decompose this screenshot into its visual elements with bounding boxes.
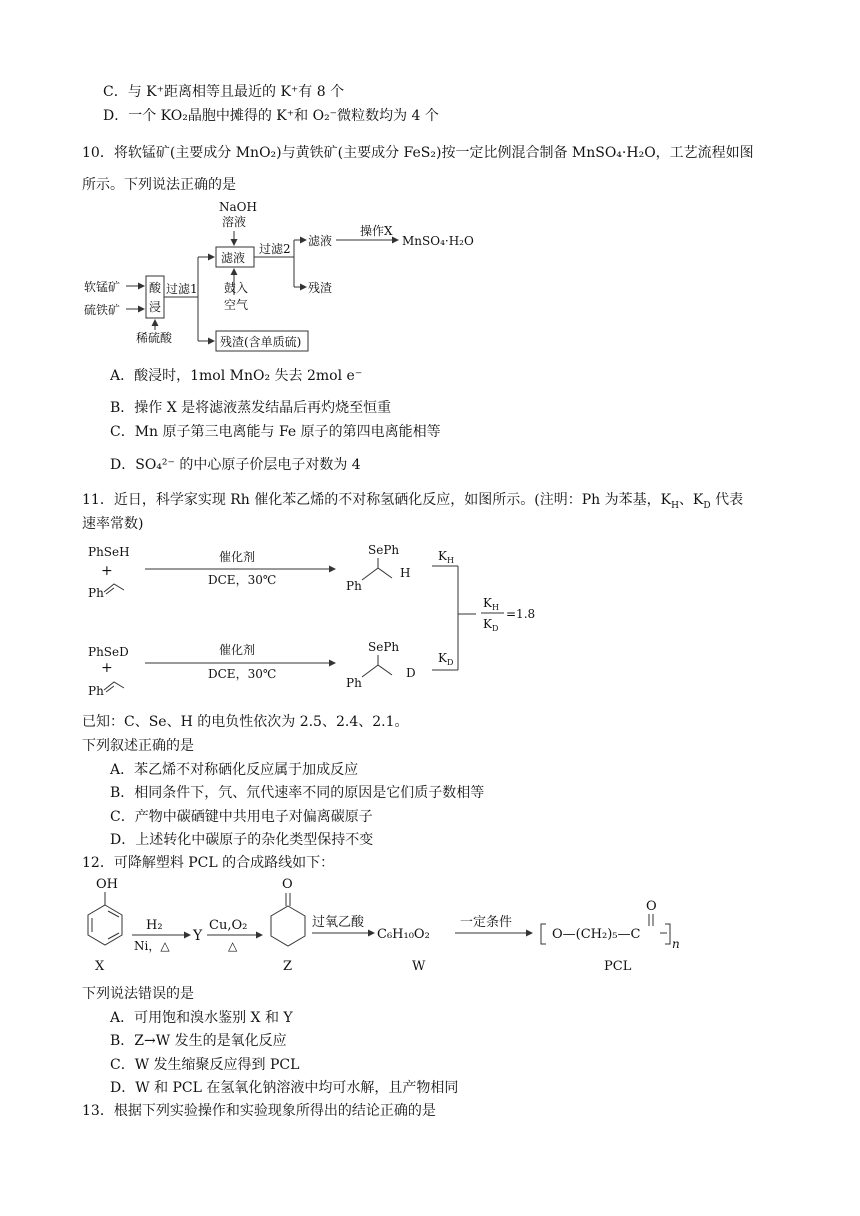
q12-option-a: A．可用饱和溴水鉴别 X 和 Y [110, 1010, 293, 1026]
flow-blow: 鼓入 [224, 281, 249, 295]
rxn1-cond: DCE，30℃ [208, 573, 277, 587]
q11-stem-line2: 速率常数) [82, 516, 144, 532]
q11-option-d: D．上述转化中碳原子的杂化类型保持不变 [110, 832, 374, 848]
flow-residue-s: 残渣(含单质硫) [220, 335, 302, 349]
flow-filter2: 过滤2 [259, 242, 291, 256]
rxn1-catalyst: 催化剂 [219, 550, 256, 564]
q11-option-b: B．相同条件下，氕、氘代速率不同的原因是它们质子数相等 [110, 785, 485, 801]
flow-opx: 操作X [360, 224, 393, 238]
rxn2-seph: SePh [368, 640, 400, 654]
pcl-carbonyl-o: O [646, 899, 657, 914]
rxn2-cond: DCE，30℃ [208, 667, 277, 681]
q10-option-c: C．Mn 原子第三电离能与 Fe 原子的第四电离能相等 [110, 424, 441, 440]
flow-residue: 残渣 [308, 281, 333, 295]
phenol-oh: OH [96, 877, 118, 892]
q10-stem-line2: 所示。下列说法正确的是 [82, 177, 236, 193]
arrow1-ni: Ni，△ [134, 939, 170, 953]
q10-option-a: A．酸浸时，1mol MnO₂ 失去 2mol e⁻ [110, 368, 363, 384]
flow-naoh: NaOH [219, 200, 257, 214]
phenol-ring [88, 905, 122, 945]
q12-option-b: B．Z→W 发生的是氧化反应 [110, 1033, 287, 1049]
q12-stem: 12．可降解塑料 PCL 的合成路线如下： [82, 855, 335, 871]
kh-label: $K_H$ [438, 549, 454, 565]
kd-label: $K_D$ [438, 651, 454, 667]
label-z: Z [283, 959, 293, 974]
flow-filtrate2: 滤液 [308, 234, 333, 248]
ketone-o: O [282, 877, 293, 892]
q9-option-c: C．与 K⁺距离相等且最近的 K⁺有 8 个 [103, 84, 345, 100]
arrow4-cond: 一定条件 [460, 915, 513, 930]
q12-ask: 下列说法错误的是 [82, 986, 194, 1002]
rxn1-h: H [400, 566, 411, 580]
label-pcl: PCL [604, 959, 632, 974]
rxn2-d: D [406, 666, 416, 680]
label-y: Y [193, 928, 203, 944]
arrow1-h2: H₂ [146, 918, 163, 933]
ratio-value: =1.8 [506, 607, 536, 621]
ratio-den: $K_D$ [483, 617, 499, 633]
w-formula: C₆H₁₀O₂ [377, 927, 430, 942]
q11-stem-line1: 11．近日，科学家实现 Rh 催化苯乙烯的不对称氢硒化反应，如图所示。(注明：Ph 为苯基，$K_H$、$K_D$ 代表 [82, 492, 744, 511]
rxn2-catalyst: 催化剂 [219, 643, 256, 657]
flow-air: 空气 [224, 298, 249, 312]
flow-filtrate1: 滤液 [221, 251, 246, 265]
arrow3-peracid: 过氧乙酸 [312, 915, 365, 930]
flow-dilute-acid: 稀硫酸 [136, 331, 173, 345]
flow-solution: 溶液 [222, 215, 247, 229]
arrow2-delta: △ [228, 939, 238, 953]
rxn2-ph-product: Ph [346, 676, 362, 690]
pcl-n: n [672, 937, 680, 951]
q9-option-d: D．一个 KO₂晶胞中摊得的 K⁺和 O₂⁻微粒数均为 4 个 [103, 108, 439, 124]
q11-ask: 下列叙述正确的是 [82, 738, 194, 754]
arrow2-cuo2: Cu,O₂ [209, 918, 248, 933]
rxn2-plus: + [101, 660, 113, 676]
rxn1-seph: SePh [368, 543, 400, 557]
rxn1-plus: + [101, 563, 113, 579]
flow-acid2: 浸 [149, 300, 162, 314]
rxn1-ph-product: Ph [346, 579, 362, 593]
cyclohexanone-ring [271, 906, 305, 946]
flow-acid1: 酸 [149, 281, 162, 295]
q10-option-b: B．操作 X 是将滤液蒸发结晶后再灼烧至恒重 [110, 400, 392, 416]
q12-option-c: C．W 发生缩聚反应得到 PCL [110, 1057, 300, 1073]
q11-option-a: A．苯乙烯不对称硒化反应属于加成反应 [110, 762, 359, 778]
flow-pyrolusite: 软锰矿 [84, 280, 121, 294]
q11-option-c: C．产物中碳硒键中共用电子对偏离碳原子 [110, 809, 373, 825]
rxn1-ph: Ph [88, 586, 104, 600]
rxn1-phseh: PhSeH [88, 545, 130, 559]
flow-product: MnSO₄·H₂O [402, 234, 474, 248]
label-w: W [412, 959, 426, 974]
rxn2-phsed: PhSeD [88, 645, 129, 659]
flow-filter1: 过滤1 [166, 282, 198, 296]
q11-known: 已知：C、Se、H 的电负性依次为 2.5、2.4、2.1。 [82, 714, 409, 730]
pcl-chain: O—(CH₂)₅—C [552, 927, 641, 942]
q13-stem: 13．根据下列实验操作和实验现象所得出的结论正确的是 [82, 1103, 436, 1119]
q10-stem-line1: 10．将软锰矿(主要成分 MnO₂)与黄铁矿(主要成分 FeS₂)按一定比例混合制备 MnSO₄·H₂O，工艺流程如图 [82, 145, 754, 161]
ratio-num: $K_H$ [483, 596, 499, 612]
rxn2-ph: Ph [88, 684, 104, 698]
q12-option-d: D．W 和 PCL 在氢氧化钠溶液中均可水解，且产物相同 [110, 1080, 459, 1096]
label-x: X [95, 959, 105, 974]
flow-pyrite: 硫铁矿 [84, 303, 121, 317]
q10-option-d: D．SO₄²⁻ 的中心原子价层电子对数为 4 [110, 457, 361, 473]
